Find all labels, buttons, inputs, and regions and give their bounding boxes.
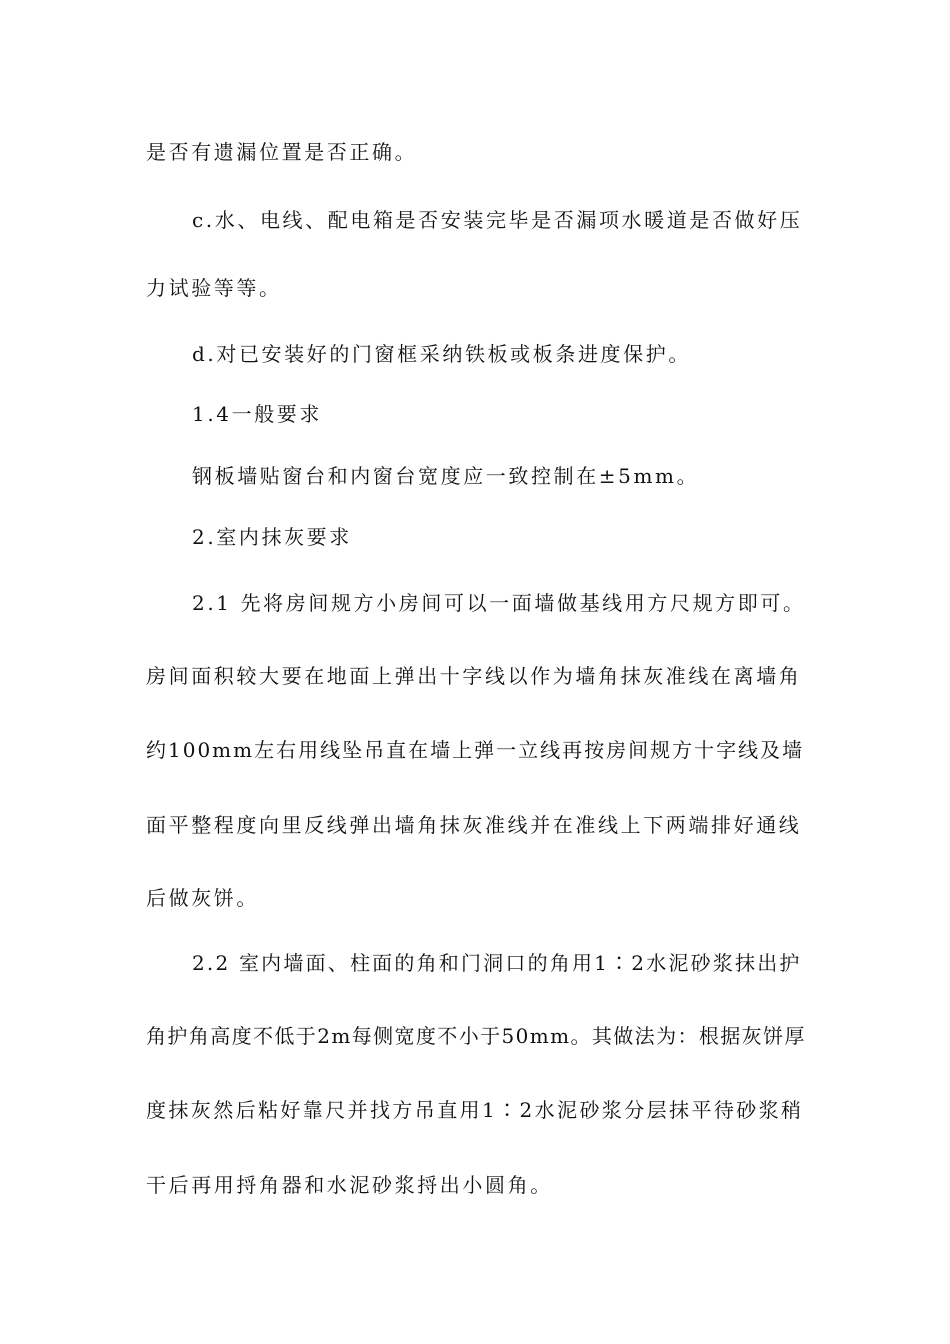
text-line-11: 面平整程度向里反线弹出墙角抹灰准线并在准线上下两端排好通线 (146, 813, 802, 837)
text-line-13: 2.2 室内墙面、柱面的角和门洞口的角用1∶2水泥砂浆抹出护 (192, 951, 802, 975)
text-line-2: c.水、电线、配电箱是否安装完毕是否漏项水暖道是否做好压 (192, 208, 803, 232)
text-line-15: 度抹灰然后粘好靠尺并找方吊直用1∶2水泥砂浆分层抹平待砂浆稍 (146, 1098, 804, 1122)
section-heading-2: 2.室内抹灰要求 (192, 525, 352, 549)
text-line-10: 约100mm左右用线坠吊直在墙上弹一立线再按房间规方十字线及墙 (146, 738, 805, 762)
text-line-4: d.对已安装好的门窗框采纳铁板或板条进度保护。 (192, 342, 691, 366)
text-line-8: 2.1 先将房间规方小房间可以一面墙做基线用方尺规方即可。 (192, 591, 806, 615)
text-line-14: 角护角高度不低于2m每侧宽度不小于50mm。其做法为：根据灰饼厚 (146, 1024, 806, 1048)
section-heading-1-4: 1.4一般要求 (192, 402, 323, 426)
text-line-1: 是否有遗漏位置是否正确。 (146, 140, 418, 164)
text-line-3: 力试验等等。 (146, 276, 282, 300)
text-line-9: 房间面积较大要在地面上弹出十字线以作为墙角抹灰准线在离墙角 (146, 664, 802, 688)
text-line-16: 干后再用捋角器和水泥砂浆捋出小圆角。 (146, 1173, 553, 1197)
text-line-12: 后做灰饼。 (146, 886, 259, 910)
text-line-6: 钢板墙贴窗台和内窗台宽度应一致控制在±5mm。 (192, 464, 700, 488)
